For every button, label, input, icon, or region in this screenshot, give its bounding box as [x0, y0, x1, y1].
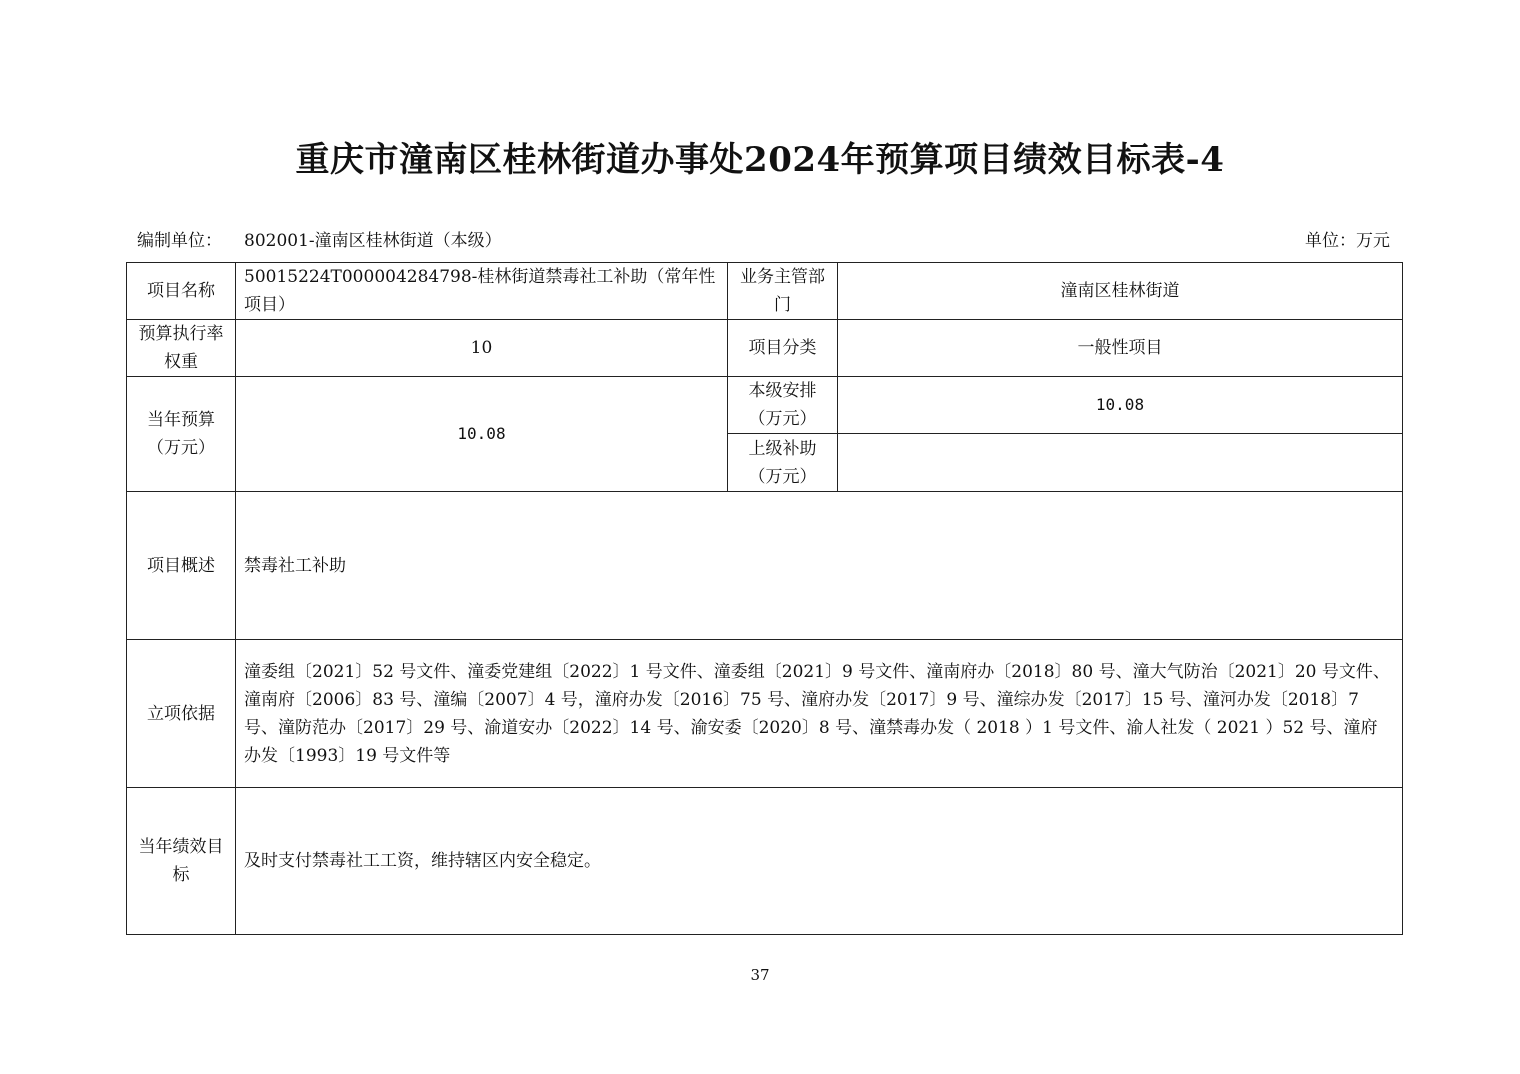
superior-value [838, 434, 1403, 492]
overview-label: 项目概述 [127, 492, 236, 640]
org-line [137, 226, 502, 251]
overview-value: 禁毒社工补助 [236, 492, 1403, 640]
superior-label: 上级补助（万元） [728, 434, 838, 492]
performance-table [126, 262, 1403, 935]
table-row [127, 640, 1403, 788]
table-row [127, 263, 1403, 320]
project-name-label: 项目名称 [127, 263, 236, 320]
table-row [127, 492, 1403, 640]
category-label: 项目分类 [728, 320, 838, 377]
goal-value: 及时支付禁毒社工工资，维持辖区内安全稳定。 [236, 788, 1403, 935]
basis-value: 潼委组〔2021〕52 号文件、潼委党建组〔2022〕1 号文件、潼委组〔2021〕9 号文件、潼南府办〔2018〕80 号、潼大气防治〔2021〕20 号文件、潼南府〔2006〕83 号、潼编〔2007〕4 号，潼府办发〔2016〕75 号、潼府办发〔2017〕9 号、潼综办发〔2017〕15 号、潼河办发〔2018〕7 号、潼防范办〔2017〕29 号、渝道安办〔2022〕14 号、渝安委〔2020〕8 号、潼禁毒办发（ 2018 ）1 号文件、渝人社发（ 2021 ）52 号、潼府办发〔1993〕19 号文件等 [236, 640, 1403, 788]
table-row [127, 320, 1403, 377]
weight-value: 10 [236, 320, 728, 377]
weight-label: 预算执行率权重 [127, 320, 236, 377]
unit-text: 单位：万元 [1305, 231, 1390, 251]
project-name-value: 50015224T000004284798-桂林街道禁毒社工补助（常年性项目） [236, 263, 728, 320]
table-row [127, 377, 1403, 434]
page-number: 37 [750, 966, 770, 984]
local-label: 本级安排（万元） [728, 377, 838, 434]
dept-value: 潼南区桂林街道 [838, 263, 1403, 320]
table-row [127, 788, 1403, 935]
org-value: 802001-潼南区桂林街道（本级） [244, 231, 502, 251]
org-label: 编制单位： [137, 231, 222, 251]
budget-value: 10.08 [236, 377, 728, 492]
goal-label: 当年绩效目标 [127, 788, 236, 935]
dept-label: 业务主管部门 [728, 263, 838, 320]
budget-label: 当年预算（万元） [127, 377, 236, 492]
category-value: 一般性项目 [838, 320, 1403, 377]
page-title: 重庆市潼南区桂林街道办事处2024年预算项目绩效目标表-4 [295, 140, 1225, 180]
basis-label: 立项依据 [127, 640, 236, 788]
local-value: 10.08 [838, 377, 1403, 434]
